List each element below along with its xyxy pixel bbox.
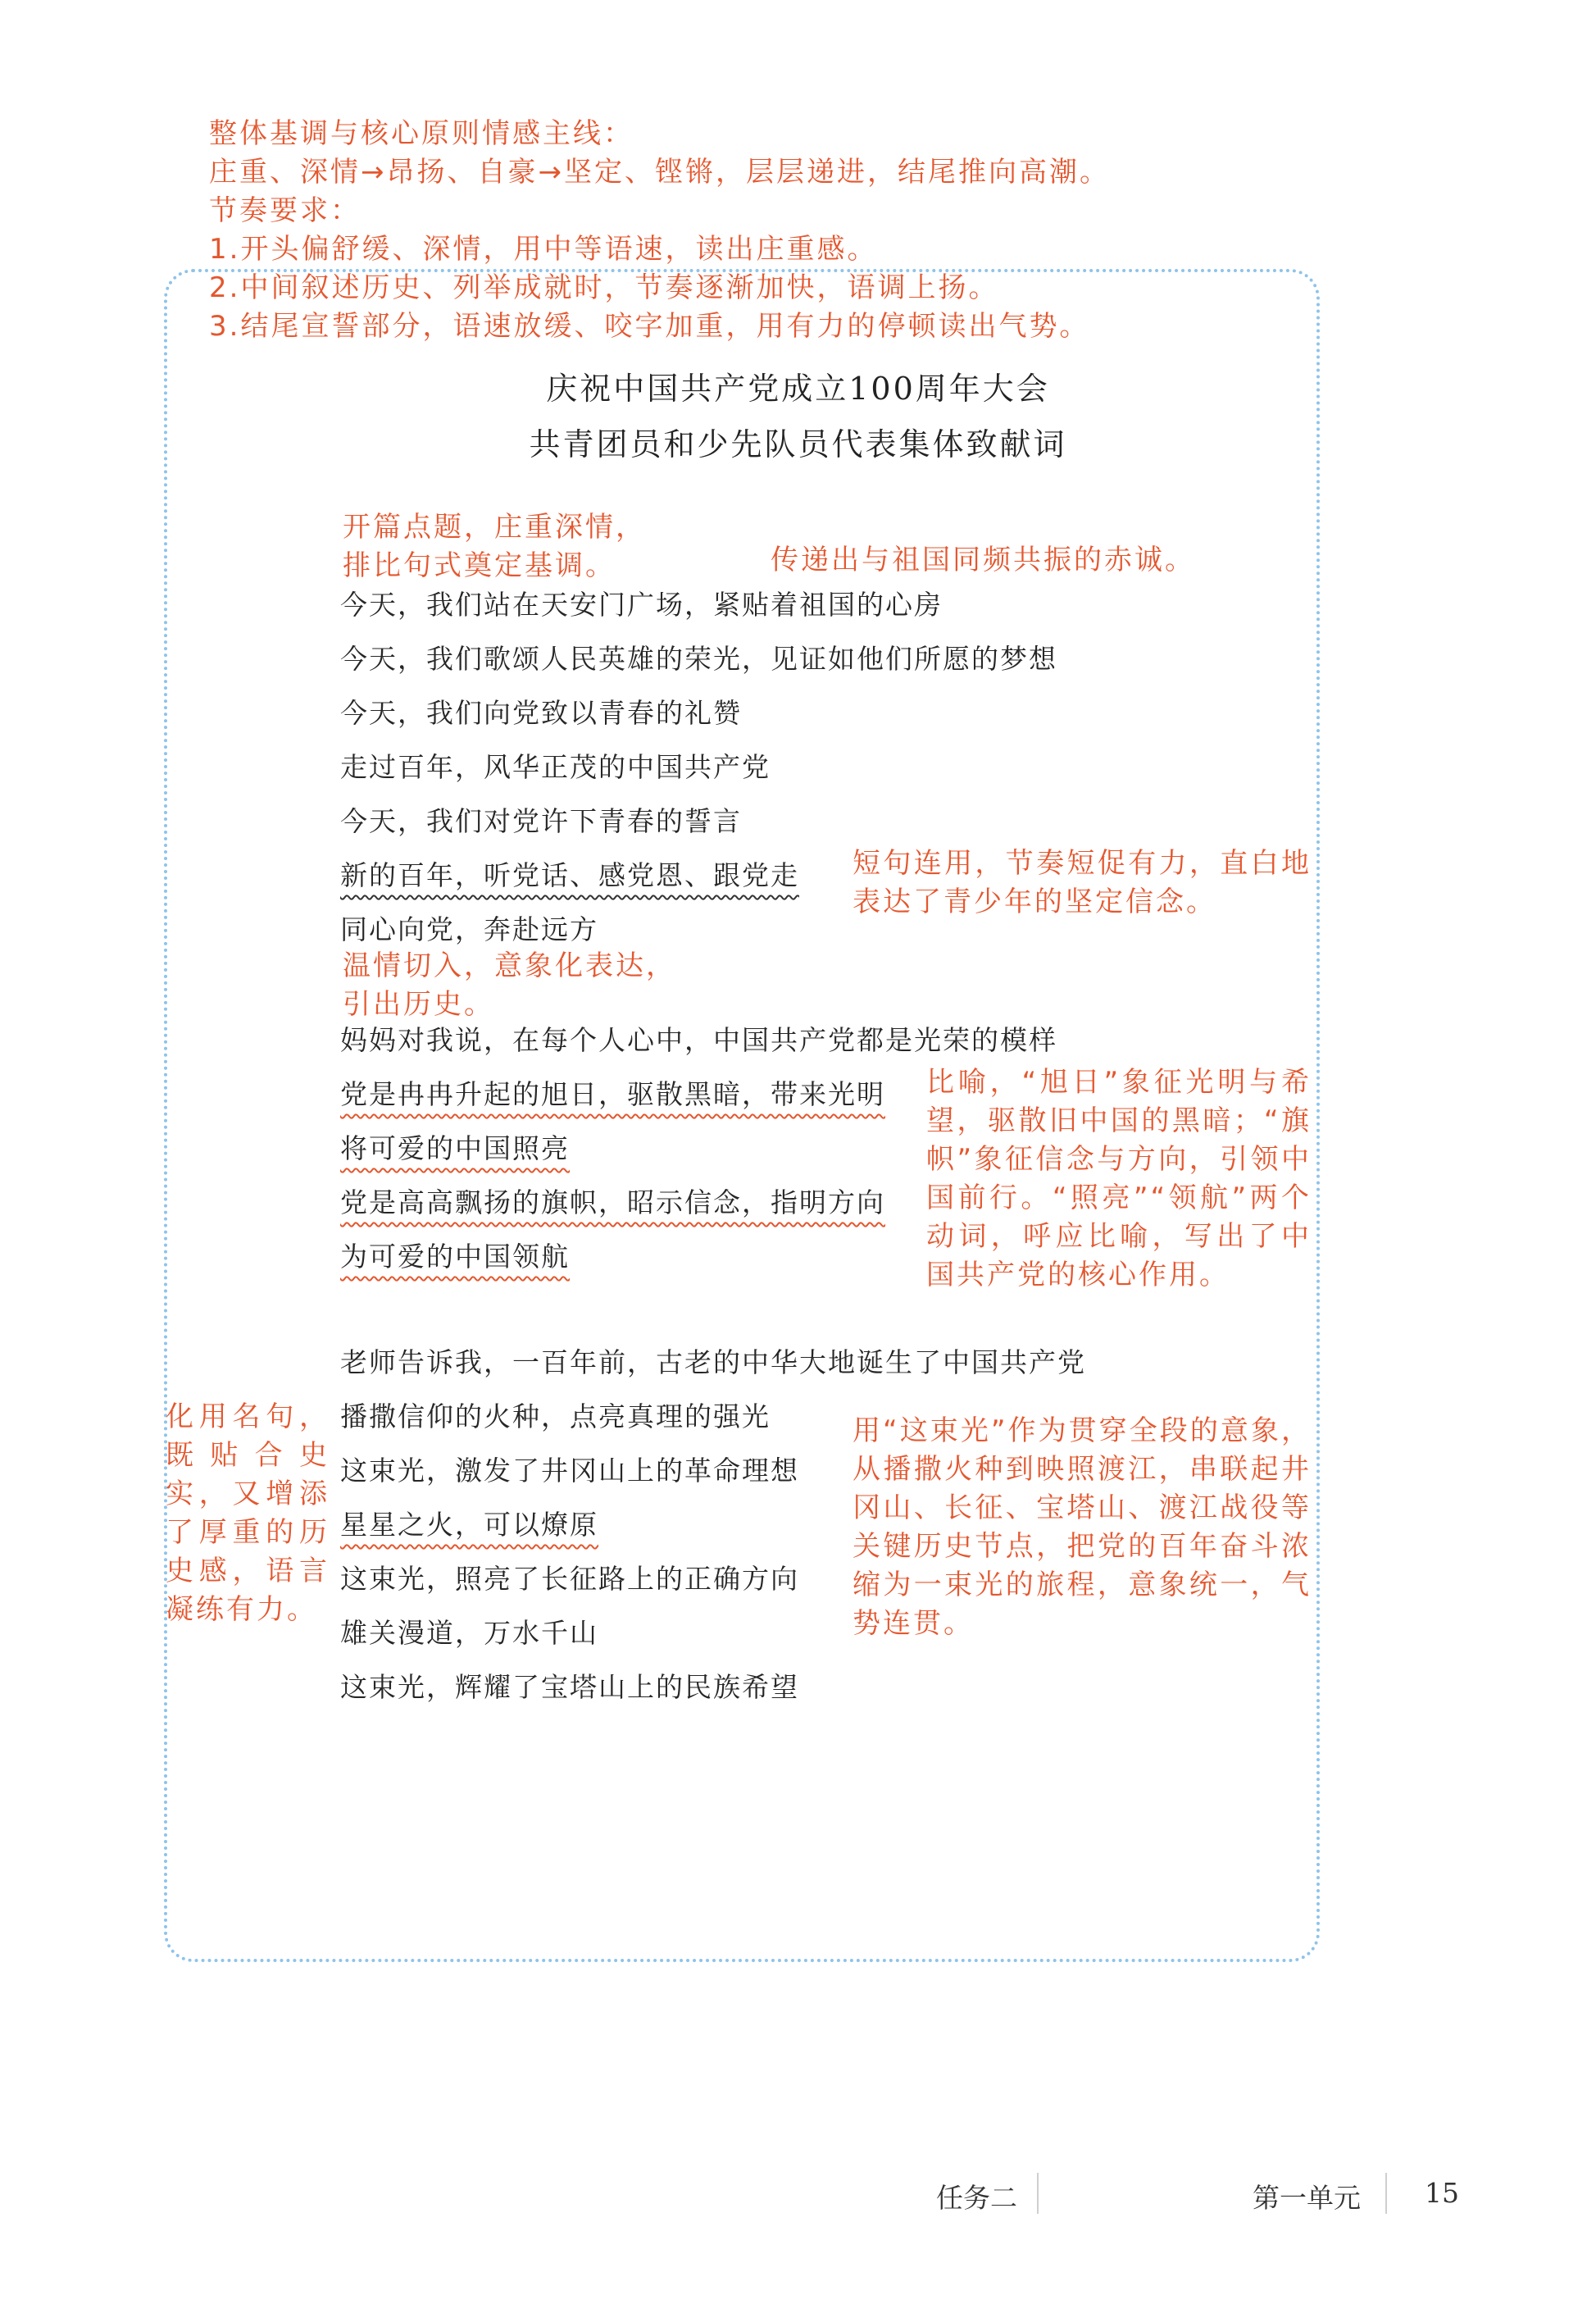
note-rhythm-item-1: 1.开头偏舒缓、深情，用中等语速，读出庄重感。 — [209, 233, 878, 266]
poem-line: 同心向党，奔赴远方 — [340, 913, 598, 945]
poem-line: 今天，我们站在天安门广场，紧贴着祖国的心房 — [340, 589, 943, 621]
poem-line-underlined — [340, 1182, 885, 1220]
note-short-sentences: 短句连用，节奏短促有力，直白地表达了青少年的坚定信念。 — [853, 847, 1312, 918]
poem-title-line-2: 共青团员和少先队员代表集体致献词 — [529, 426, 1067, 462]
note-idiom: 化用名句，既贴合史实，又增添了厚重的历史感，语言凝练有力。 — [166, 1400, 330, 1626]
note-opening-2: 排比句式奠定基调。 — [343, 549, 616, 582]
note-light-beam: 用“这束光”作为贯穿全段的意象，从播撒火种到映照渡江，串联起井冈山、长征、宝塔山、渡江战役等关键历史节点，把党的百年奋斗浓缩为一束光的旅程，意象统一，气势连贯。 — [853, 1414, 1312, 1640]
poem-line: 今天，我们歌颂人民英雄的荣光，见证如他们所愿的梦想 — [340, 643, 1057, 675]
note-tone-body: 庄重、深情→昂扬、自豪→坚定、铿锵，层层递进，结尾推向高潮。 — [209, 156, 1110, 189]
footer-divider — [1385, 2173, 1387, 2214]
note-opening-1: 开篇点题，庄重深情， — [343, 511, 646, 544]
note-rhythm-heading: 节奏要求： — [209, 194, 361, 227]
note-opening-right: 传递出与祖国同频共振的赤诚。 — [771, 544, 1195, 576]
poem-line: 妈妈对我说，在每个人心中，中国共产党都是光荣的模样 — [340, 1024, 1057, 1056]
poem-line-text: 新的百年，听党话、感党恩、跟党走 — [340, 859, 799, 891]
note-rhythm-item-3: 3.结尾宣誓部分，语速放缓、咬字加重，用有力的停顿读出气势。 — [209, 310, 1090, 343]
poem-line-text: 将可爱的中国照亮 — [340, 1132, 570, 1164]
footer-divider — [1037, 2173, 1039, 2214]
poem-title-line-1: 庆祝中国共产党成立100周年大会 — [546, 371, 1050, 407]
note-metaphor: 比喻，“旭日”象征光明与希望，驱散旧中国的黑暗；“旗帜”象征信念与方向，引领中国前行。“照亮”“领航”两个动词，呼应比喻，写出了中国共产党的核心作用。 — [926, 1066, 1312, 1291]
note-warm-2: 引出历史。 — [343, 988, 494, 1021]
poem-line-underlined — [340, 854, 799, 893]
page-number: 15 — [1425, 2177, 1459, 2209]
poem-line-text: 党是高高飘扬的旗帜，昭示信念，指明方向 — [340, 1186, 885, 1218]
note-tone-heading: 整体基调与核心原则情感主线： — [209, 117, 634, 150]
poem-line: 走过百年，风华正茂的中国共产党 — [340, 751, 771, 783]
poem-line: 雄关漫道，万水千山 — [340, 1617, 598, 1649]
poem-line: 今天，我们对党许下青春的誓言 — [340, 805, 742, 837]
footer-unit: 第一单元 — [1253, 2182, 1361, 2214]
poem-line: 今天，我们向党致以青春的礼赞 — [340, 697, 742, 729]
poem-line: 这束光，辉耀了宝塔山上的民族希望 — [340, 1671, 799, 1703]
poem-line: 老师告诉我，一百年前，古老的中华大地诞生了中国共产党 — [340, 1346, 1086, 1378]
poem-line-text: 党是冉冉升起的旭日，驱散黑暗，带来光明 — [340, 1078, 885, 1110]
poem-line: 这束光，激发了井冈山上的革命理想 — [340, 1455, 799, 1487]
poem-line-underlined — [340, 1073, 885, 1112]
poem-line-underlined — [340, 1127, 570, 1166]
poem-line-underlined — [340, 1236, 570, 1274]
note-warm-1: 温情切入，意象化表达， — [343, 949, 676, 982]
poem-line-text: 星星之火，可以燎原 — [340, 1509, 598, 1541]
note-rhythm-item-2: 2.中间叙述历史、列举成就时，节奏逐渐加快，语调上扬。 — [209, 271, 999, 304]
poem-line-underlined — [340, 1504, 598, 1542]
poem-line: 播撒信仰的火种，点亮真理的强光 — [340, 1400, 771, 1432]
poem-line: 这束光，照亮了长征路上的正确方向 — [340, 1563, 799, 1595]
poem-line-text: 为可爱的中国领航 — [340, 1241, 570, 1273]
footer-task: 任务二 — [936, 2182, 1017, 2214]
